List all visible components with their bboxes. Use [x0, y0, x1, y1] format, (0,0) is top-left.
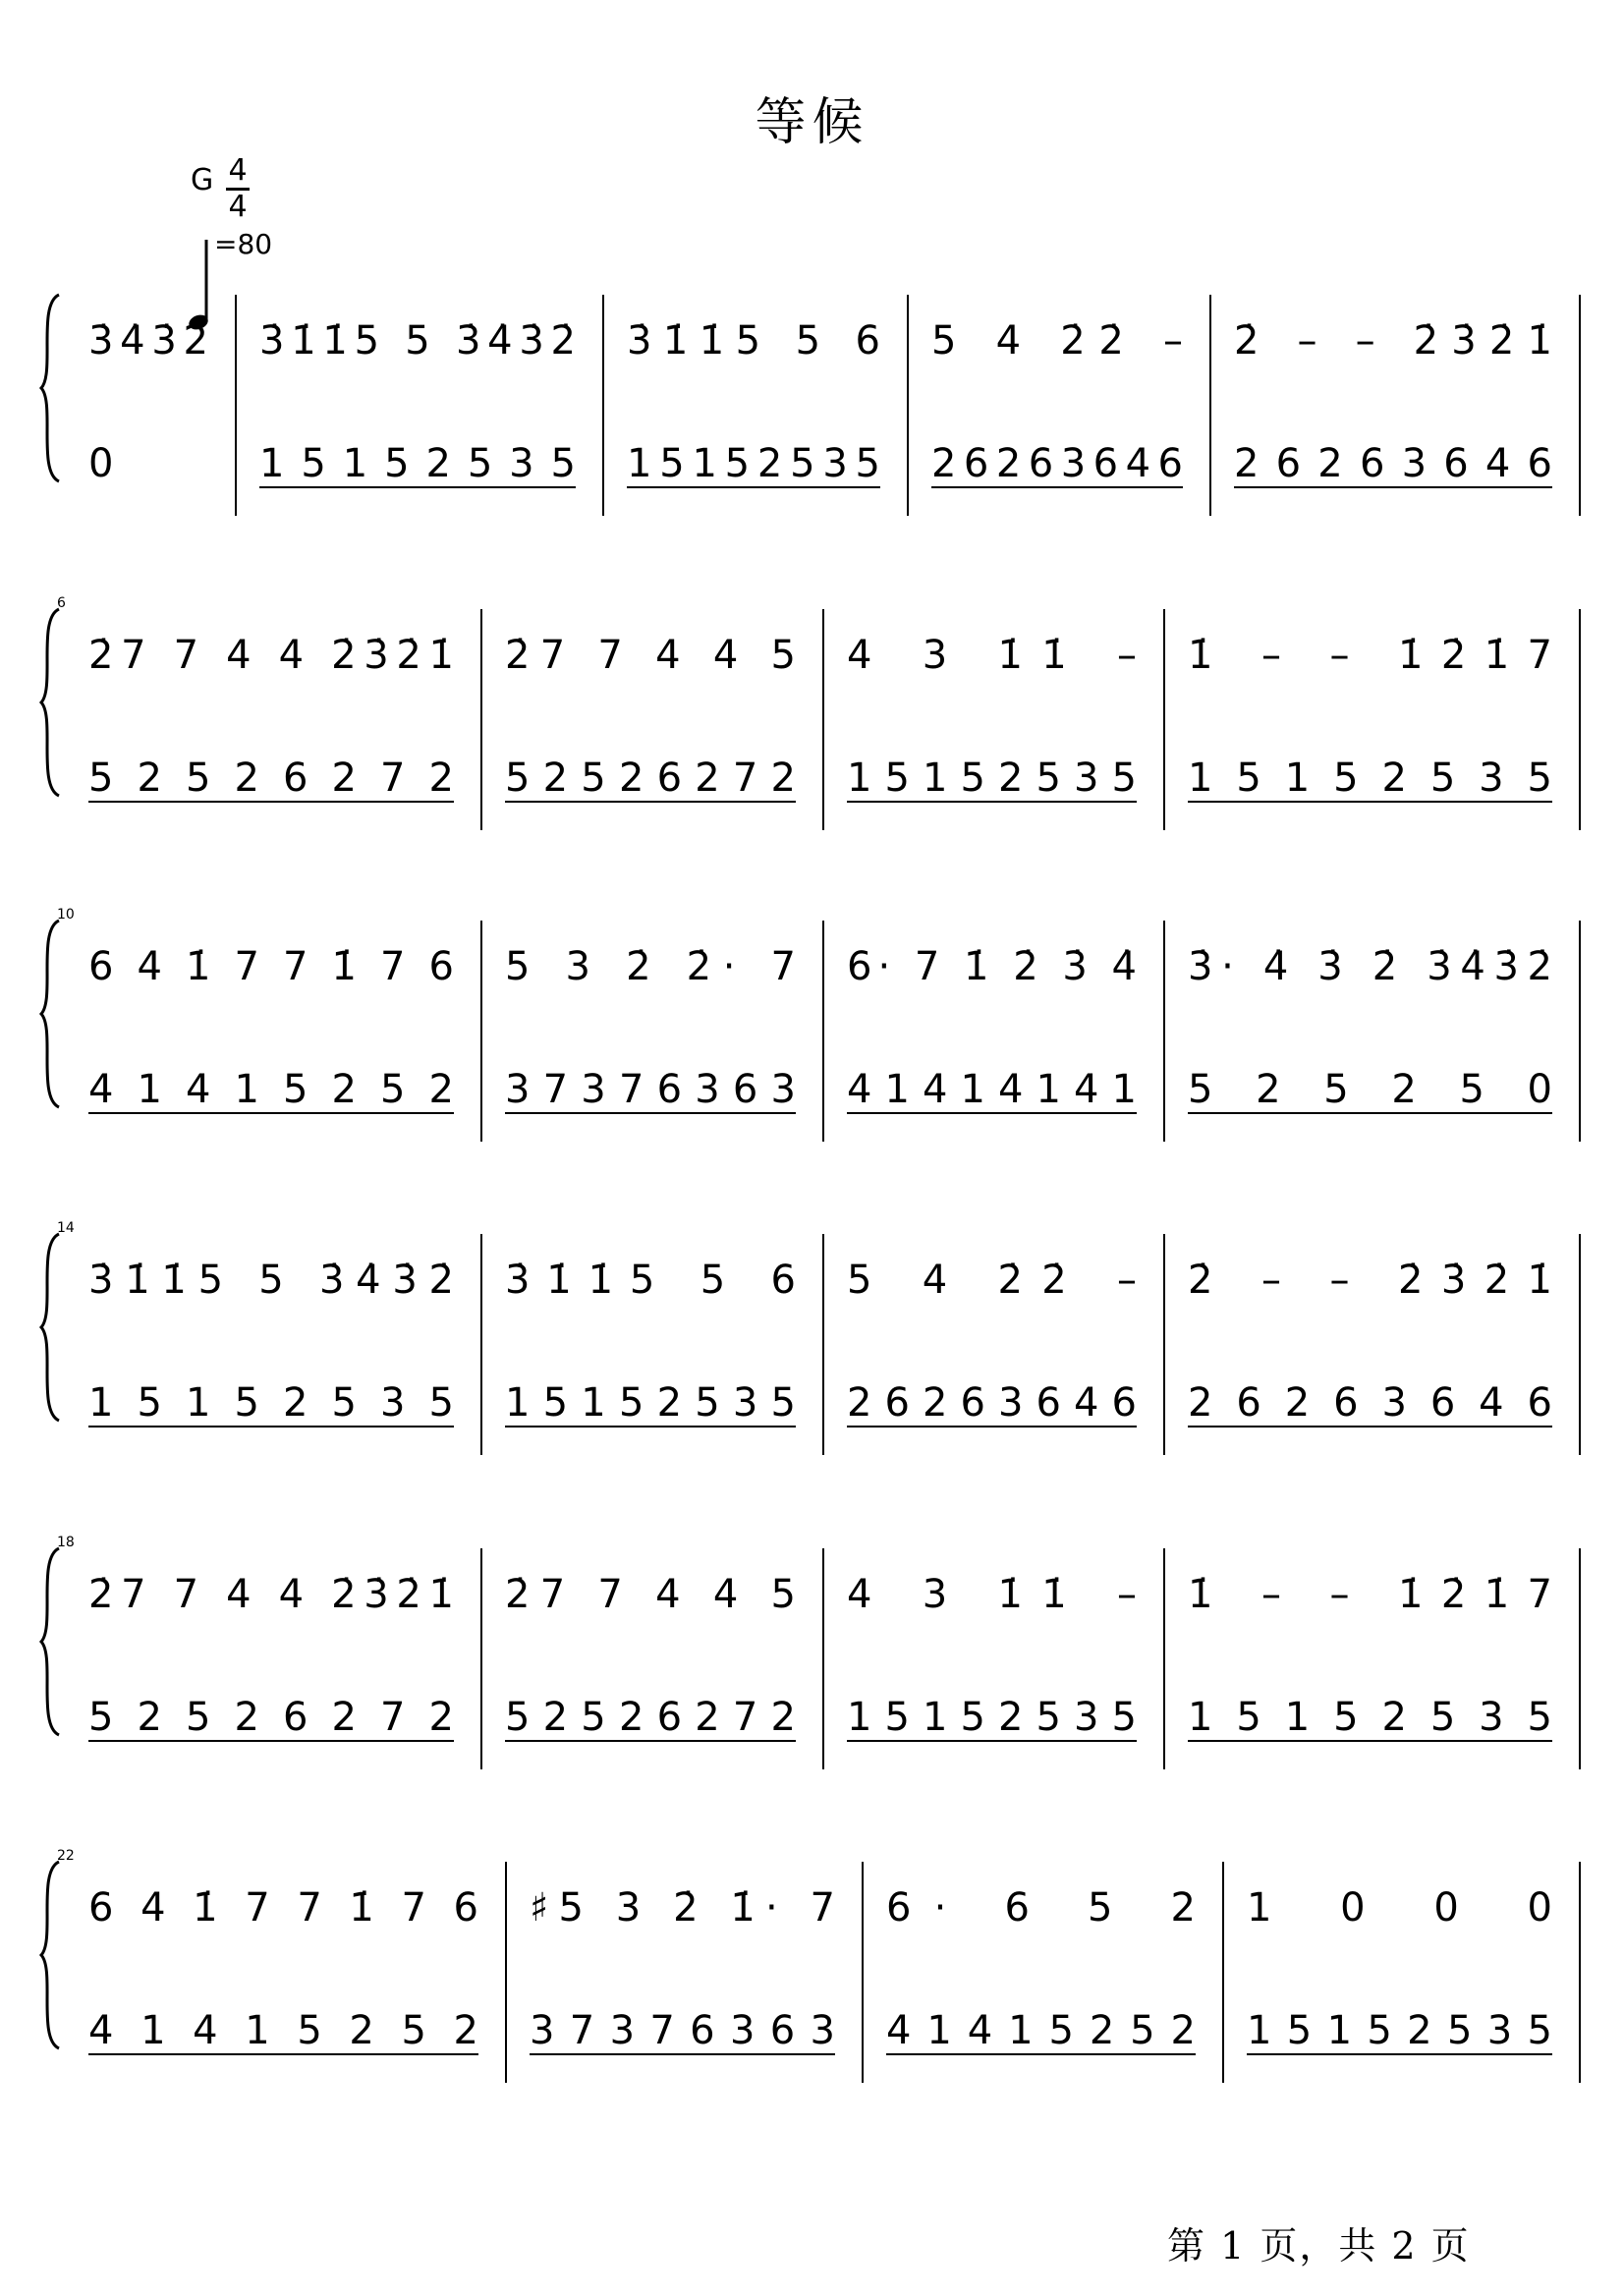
measure-upper: 2̇7 7 4 4 2̇3̇2̇1̇ — [88, 1572, 454, 1617]
measure-upper: 4 3 1̇1̇ – — [847, 1572, 1137, 1617]
measure-upper: 6 4 1̇ 7 7 1̇ 7 6 — [88, 1885, 478, 1931]
score-system — [41, 1535, 1580, 1769]
measure-lower: 5 2 5 2 6 2 7 2 — [505, 756, 796, 801]
time-signature-numerator: 4 — [228, 153, 248, 188]
brace-icon — [41, 295, 59, 481]
measure-lower: 3 7 3 7 6 3 6 3 — [530, 2008, 835, 2053]
system-number: 14 — [57, 1220, 75, 1236]
tempo-marking: =80 — [214, 228, 273, 260]
measure-lower: 1 5 1 5 2 5 3 5 — [847, 1695, 1137, 1740]
measure-upper: 3̇· 4̇ 3̇ 2̇ 3̇4̇3̇2̇ — [1188, 944, 1552, 989]
measure-lower: 1 5 1 5 2 5 3 5 — [1188, 756, 1552, 801]
measure-lower: 2 6 2 6 3 6 4 6 — [931, 441, 1183, 486]
measure-upper: 3̇4̇3̇2̇ — [88, 318, 208, 364]
measure-upper: 6· 7 1̇ 2̇ 3̇ 4̇ — [847, 944, 1137, 989]
measure-upper: 4 3 1̇1̇ – — [847, 633, 1137, 678]
score-system — [41, 295, 1580, 516]
system-number: 22 — [57, 1848, 75, 1864]
measure-upper: 2̇7 7 4 4 2̇3̇2̇1̇ — [88, 633, 454, 678]
score-system — [41, 595, 1580, 830]
time-signature-denominator: 4 — [228, 190, 248, 224]
measure-lower: 5 2 5 2 6 2 7 2 — [505, 1695, 796, 1740]
measure-lower: 1 5 1 5 2 5 3 5 — [1247, 2008, 1552, 2053]
measure-upper: 5 4 2̇2̇ – — [931, 318, 1183, 364]
measure-lower: 0 — [88, 441, 114, 486]
measure-upper: 2̇ – – 2̇3̇2̇1̇ — [1234, 318, 1552, 364]
measure-lower: 5 2 5 2 5 0 — [1188, 1067, 1552, 1112]
measure-upper: 3̇1̇1̇5 5 3̇4̇3̇2̇ — [259, 318, 576, 364]
brace-icon — [41, 1234, 59, 1421]
system-number: 10 — [57, 907, 75, 923]
score-system — [41, 1848, 1580, 2083]
measure-upper: 1̇ – – 1̇2̇1̇7 — [1188, 1572, 1552, 1617]
brace-icon — [41, 1862, 59, 2048]
measure-lower: 5 2 5 2 6 2 7 2 — [88, 1695, 454, 1740]
system-number: 18 — [57, 1535, 75, 1550]
measure-upper: 2̇7 7 4 4 5 — [505, 1572, 796, 1617]
measure-upper: 3̇1̇1̇5 5 6 — [627, 318, 880, 364]
score-title: 等候 — [755, 93, 869, 152]
measure-lower: 2 6 2 6 3 6 4 6 — [1234, 441, 1552, 486]
key-signature: G — [191, 163, 214, 197]
measure-lower: 3 7 3 7 6 3 6 3 — [505, 1067, 796, 1112]
score-system — [41, 907, 1580, 1142]
measure-lower: 1 5 1 5 2 5 3 5 — [505, 1380, 796, 1426]
measure-lower: 1 5 1 5 2 5 3 5 — [88, 1380, 454, 1426]
brace-icon — [41, 609, 59, 796]
measure-upper: 1 0 0 0 — [1247, 1885, 1552, 1931]
measure-upper: 5 3 2̇ 2̇· 7 — [505, 944, 796, 989]
measure-upper: ♯5 3 2̇ 1̇· 7 — [530, 1885, 835, 1931]
system-number: 6 — [57, 595, 66, 611]
measure-lower: 2 6 2 6 3 6 4 6 — [1188, 1380, 1552, 1426]
measure-lower: 1 5 1 5 2 5 3 5 — [627, 441, 880, 486]
measure-upper: 5 4 2̇2̇ – — [847, 1258, 1137, 1303]
page-footer: 第 1 页，共 2 页 — [1167, 2224, 1471, 2267]
measure-lower: 4 1 4 1 4 1 4 1 — [847, 1067, 1137, 1112]
measure-upper: 6· 6 5 2 — [886, 1885, 1196, 1931]
measure-upper: 1̇ – – 1̇2̇1̇7 — [1188, 633, 1552, 678]
score-system — [41, 1220, 1580, 1455]
brace-icon — [41, 1548, 59, 1735]
measure-lower: 1 5 1 5 2 5 3 5 — [1188, 1695, 1552, 1740]
measure-upper: 6 4 1̇ 7 7 1̇ 7 6 — [88, 944, 454, 989]
measure-lower: 4 1 4 1 5 2 5 2 — [88, 2008, 478, 2053]
measure-upper: 3̇1̇1̇5 5 6 — [505, 1258, 796, 1303]
measure-lower: 4 1 4 1 5 2 5 2 — [886, 2008, 1196, 2053]
measure-upper: 2̇ – – 2̇3̇2̇1̇ — [1188, 1258, 1552, 1303]
measure-lower: 5 2 5 2 6 2 7 2 — [88, 756, 454, 801]
measure-upper: 3̇1̇1̇5 5 3̇4̇3̇2̇ — [88, 1258, 454, 1303]
measure-lower: 1 5 1 5 2 5 3 5 — [847, 756, 1137, 801]
measure-lower: 4 1 4 1 5 2 5 2 — [88, 1067, 454, 1112]
measure-upper: 2̇7 7 4 4 5 — [505, 633, 796, 678]
measure-lower: 1 5 1 5 2 5 3 5 — [259, 441, 576, 486]
brace-icon — [41, 921, 59, 1107]
measure-lower: 2 6 2 6 3 6 4 6 — [847, 1380, 1137, 1426]
